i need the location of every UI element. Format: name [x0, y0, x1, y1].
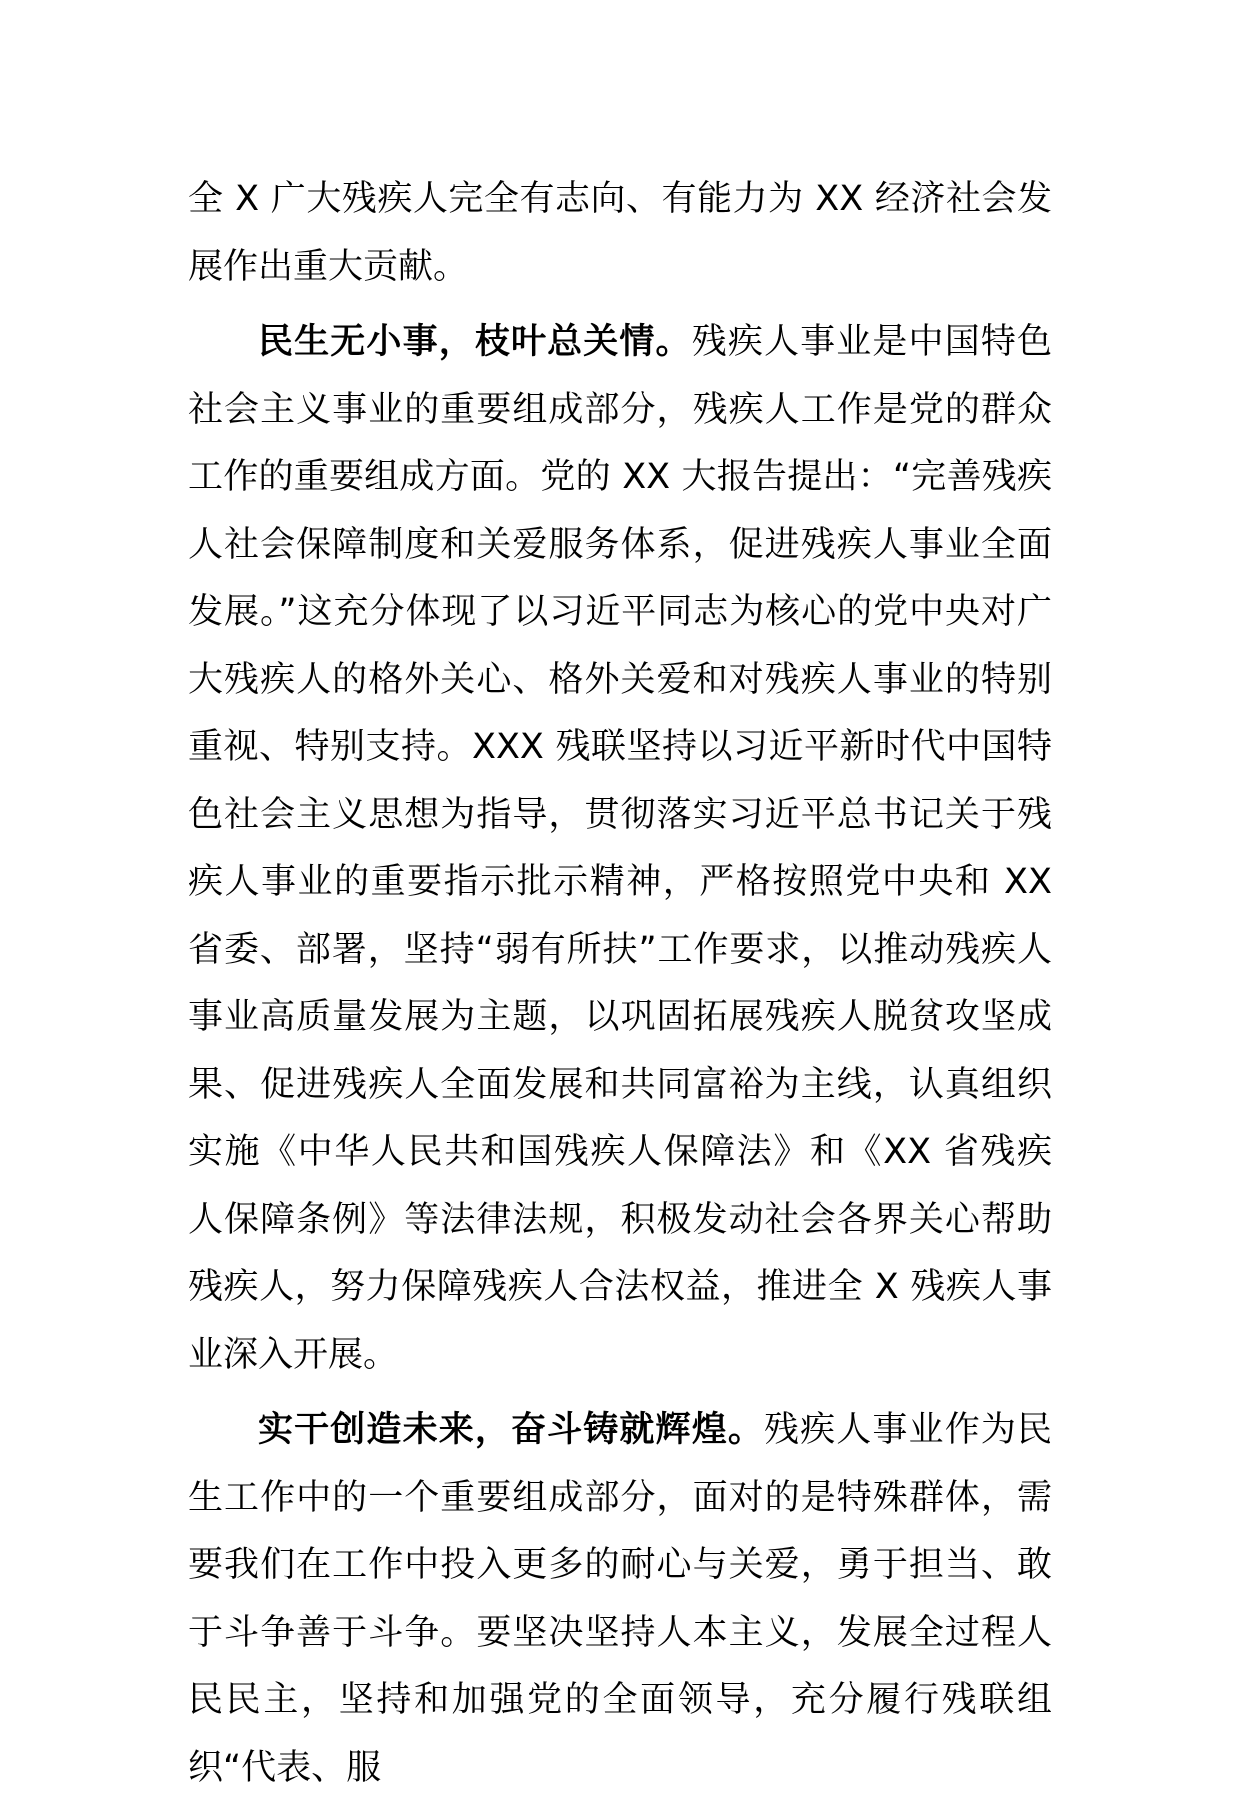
paragraph-text: 全 X 广大残疾人完全有志向、有能力为 XX 经济社会发展作出重大贡献。 — [188, 179, 1052, 287]
document-body — [188, 166, 1052, 1810]
paragraph-continued — [188, 166, 1052, 301]
paragraph-text: 残疾人事业是中国特色社会主义事业的重要组成部分，残疾人工作是党的群众工作的重要组成方面。党的 XX 大报告提出：“完善残疾人社会保障制度和关爱服务体系，促进残疾人事业全面发展。”这充分体现了以习近平同志为核心的党中央对广大残疾人的格外关心、格外关爱和对残疾人事业的特别重视、特别支持。XXX 残联坚持以习近平新时代中国特色社会主义思想为指导，贯彻落实习近平总书记关于残疾人事业的重要指示批示精神，严格按照党中央和 XX 省委、部署，坚持“弱有所扶”工作要求，以推动残疾人事业高质量发展为主题，以巩固拓展残疾人脱贫攻坚成果、促进残疾人全面发展和共同富裕为主线，认真组织实施《中华人民共和国残疾人保障法》和《XX 省残疾人保障条例》等法律法规，积极发动社会各界关心帮助残疾人，努力保障残疾人合法权益，推进全 X 残疾人事业深入开展。 — [188, 322, 1052, 1375]
paragraph-future — [188, 1397, 1052, 1802]
paragraph-lead-heading: 民生无小事，枝叶总关情。 — [258, 322, 692, 362]
paragraph-text: 残疾人事业作为民生工作中的一个重要组成部分，面对的是特殊群体，需要我们在工作中投入更多的耐心与关爱，勇于担当、敢于斗争善于斗争。要坚决坚持人本主义，发展全过程人民民主，坚持和加强党的全面领导，充分履行残联组织“代表、服 — [188, 1410, 1052, 1788]
paragraph-livelihood — [188, 309, 1052, 1389]
paragraph-lead-heading: 实干创造未来，奋斗铸就辉煌。 — [258, 1410, 764, 1450]
